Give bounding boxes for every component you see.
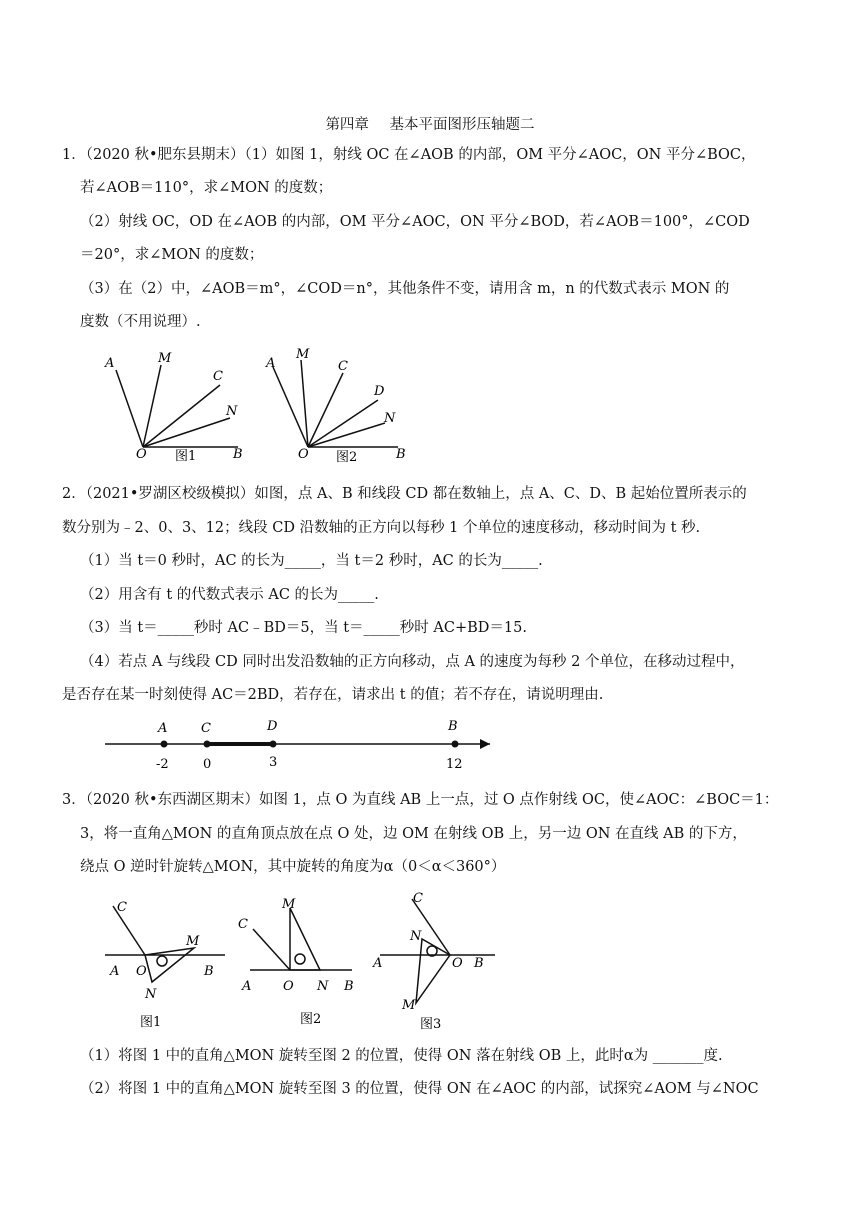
axis-value-A: -2 (156, 757, 169, 772)
problem-3-line-1: 3．（2020 秋•东西湖区期末）如图 1，点 O 为直线 AB 上一点，过 O 点作射线 OC，使∠AOC：∠BOC＝1： (62, 792, 779, 808)
axis-label-C: C (201, 721, 211, 736)
problem-2-line-2: 数分别为﹣2、0、3、12；线段 CD 沿数轴的正方向以每秒 1 个单位的速度移动，移动时间为 t 秒. (62, 520, 701, 536)
fig2-label-N: N (384, 411, 396, 426)
problem-2-line-7: 是否存在某一时刻使得 AC＝2BD，若存在，请求出 t 的值；若不存在，请说明理由. (62, 687, 604, 703)
problem-2-line-3: （1）当 t＝0 秒时，AC 的长为_____，当 t＝2 秒时，AC 的长为_____. (80, 553, 543, 569)
problem-3-figure-3 (370, 885, 500, 1035)
problem-3-line-4: （1）将图 1 中的直角△MON 旋转至图 2 的位置，使得 ON 落在射线 OB 上，此时α为 _______度. (80, 1048, 723, 1064)
axis-value-D: 3 (269, 755, 278, 770)
fig2-label-M: M (296, 347, 310, 362)
problem-2-line-5: （3）当 t＝_____秒时 AC﹣BD＝5，当 t＝_____秒时 AC+BD＝15. (80, 620, 527, 636)
fig1-label-A: A (105, 356, 115, 371)
problem-3-line-5: （2）将图 1 中的直角△MON 旋转至图 3 的位置，使得 ON 在∠AOC 的内部，试探究∠AOM 与∠NOC (80, 1081, 759, 1097)
problem-1-line-2: 若∠AOB＝110°，求∠MON 的度数； (80, 180, 333, 196)
p3-fig3-label-C: C (413, 891, 423, 906)
fig1-label-O: O (136, 447, 147, 462)
axis-label-D: D (267, 719, 278, 734)
chapter-topic: 基本平面图形压轴题二 (389, 117, 535, 133)
p3-fig2-caption: 图2 (300, 1012, 322, 1027)
fig1-label-M: M (158, 351, 172, 366)
axis-value-B: 12 (446, 757, 463, 772)
point-A-dot (161, 741, 168, 748)
problem-1-figure-1 (98, 345, 258, 465)
fig2-label-B: B (396, 447, 406, 462)
problem-2-line-4: （2）用含有 t 的代数式表示 AC 的长为_____. (80, 587, 379, 603)
problem-1-line-3: （2）射线 OC，OD 在∠AOB 的内部，OM 平分∠AOC，ON 平分∠BOD，若∠AOB＝100°，∠COD (80, 214, 750, 230)
problem-2-line-1: 2．（2021•罗湖区校级模拟）如图，点 A、B 和线段 CD 都在数轴上，点 A、C、D、B 起始位置所表示的 (62, 486, 747, 502)
fig2-label-D: D (374, 384, 385, 399)
problem-3-line-2: 3，将一直角△MON 的直角顶点放在点 O 处，边 OM 在射线 OB 上，另一边 ON 在直线 AB 的下方， (80, 826, 747, 842)
p3-fig1-label-O: O (136, 964, 147, 979)
fig2-label-A: A (266, 356, 276, 371)
p3-fig2-label-B: B (344, 979, 354, 994)
p3-fig3-label-B: B (474, 956, 484, 971)
fig2-label-C: C (338, 359, 348, 374)
arrow-head-icon (480, 739, 490, 749)
problem-1-line-6: 度数（不用说理）. (80, 314, 201, 330)
point-D-dot (270, 741, 277, 748)
p3-fig2-label-M: M (282, 897, 296, 912)
fig1-caption: 图1 (175, 449, 197, 464)
p3-fig3-label-A: A (373, 956, 383, 971)
p3-fig1-label-A: A (110, 964, 120, 979)
p3-fig1-label-M: M (186, 934, 200, 949)
p3-fig3-label-N: N (410, 929, 422, 944)
point-C-dot (204, 741, 211, 748)
problem-1-line-5: （3）在（2）中，∠AOB＝m°，∠COD＝n°，其他条件不变，请用含 m，n 的代数式表示 MON 的 (80, 281, 730, 297)
p3-fig2-label-A: A (242, 979, 252, 994)
axis-label-A: A (158, 721, 168, 736)
problem-2-line-6: （4）若点 A 与线段 CD 同时出发沿数轴的正方向移动，点 A 的速度为每秒 2 个单位，在移动过程中， (80, 654, 745, 670)
page-title (0, 113, 860, 134)
p3-fig1-label-N: N (145, 987, 157, 1002)
problem-1-line-1: 1．（2020 秋•肥东县期末）（1）如图 1，射线 OC 在∠AOB 的内部，OM 平分∠AOC，ON 平分∠BOC， (62, 147, 756, 163)
chapter-label: 第四章 (325, 117, 369, 133)
p3-fig2-label-O: O (283, 979, 294, 994)
fig1-label-B: B (233, 447, 243, 462)
problem-3-figure-2 (230, 893, 360, 1033)
point-B-dot (452, 741, 459, 748)
number-line-figure (100, 715, 510, 775)
p3-fig3-label-M: M (402, 998, 416, 1013)
fig1-label-N: N (226, 404, 238, 419)
axis-label-B: B (448, 719, 458, 734)
p3-fig1-label-C: C (117, 900, 127, 915)
fig1-label-C: C (213, 369, 223, 384)
problem-3-figure-1 (100, 893, 230, 1033)
problem-1-figure-2 (258, 340, 418, 465)
p3-fig2-label-N: N (317, 979, 329, 994)
problem-1-line-4: ＝20°，求∠MON 的度数； (80, 247, 264, 263)
fig2-caption: 图2 (336, 450, 358, 465)
p3-fig1-label-B: B (204, 964, 214, 979)
problem-3-line-3: 绕点 O 逆时针旋转△MON，其中旋转的角度为α（0＜α＜360°） (80, 859, 506, 875)
p3-fig1-caption: 图1 (140, 1015, 162, 1030)
p3-fig3-caption: 图3 (420, 1017, 442, 1032)
fig2-label-O: O (298, 447, 309, 462)
axis-value-C: 0 (203, 757, 212, 772)
p3-fig3-label-O: O (452, 956, 463, 971)
p3-fig2-label-C: C (238, 917, 248, 932)
